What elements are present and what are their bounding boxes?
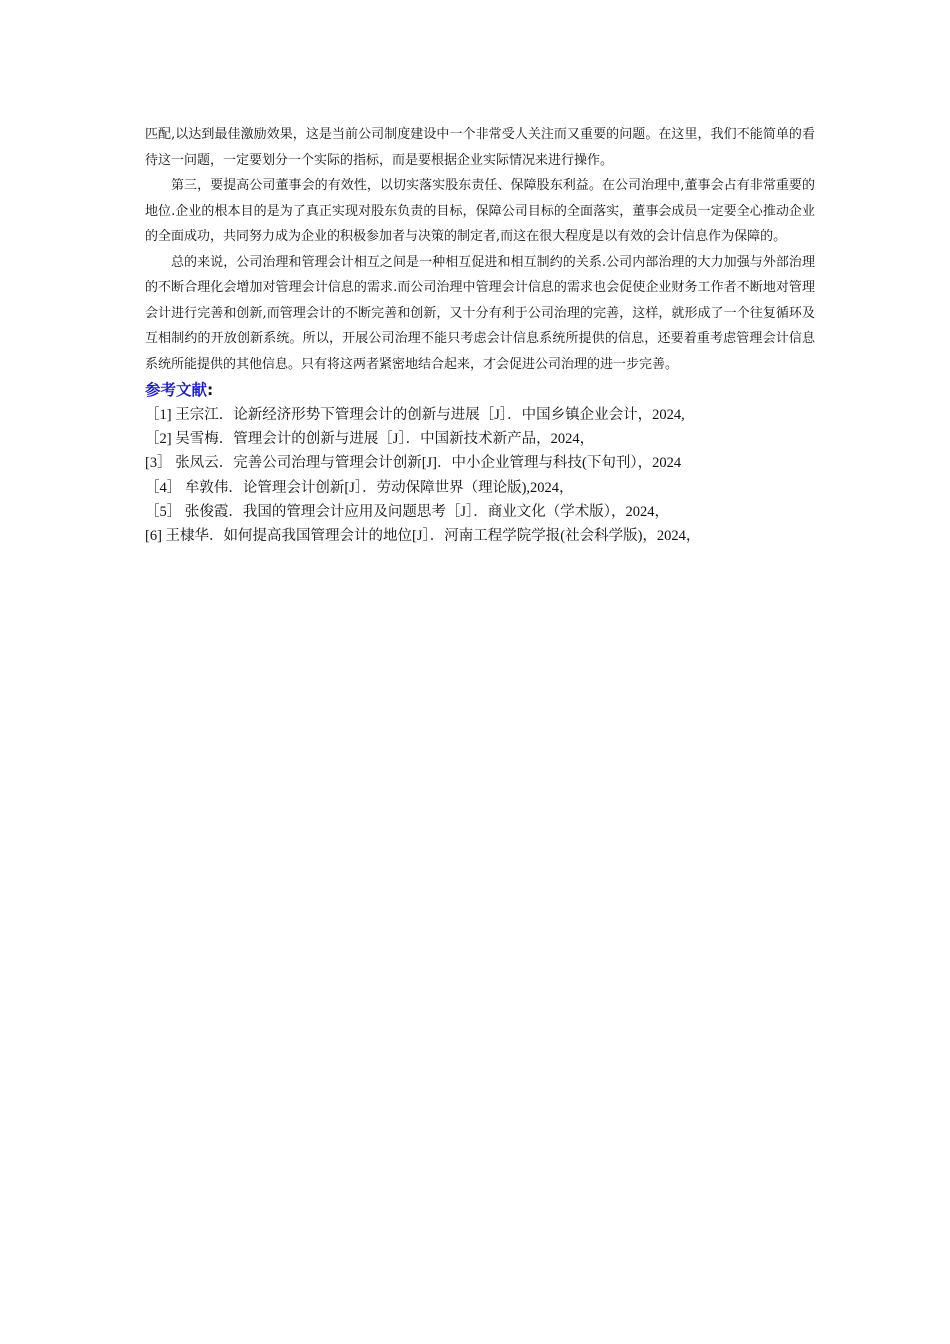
body-paragraph-2: 第三，要提高公司董事会的有效性，以切实落实股东责任、保障股东利益。在公司治理中,董事会占有非常重要的地位.企业的根本目的是为了真正实现对股东负责的目标，保障公司目标的全面落实，董事会成员一定要全心推动企业的全面成功，共同努力成为企业的积极参加者与决策的制定者,而这在很大程度是以有效的会计信息作为保障的。 bbox=[145, 178, 815, 244]
references-heading bbox=[145, 377, 815, 403]
reference-item-4: ［4］ 牟敦伟．论管理会计创新[J］．劳动保障世界（理论版),2024， bbox=[145, 479, 574, 496]
reference-item-1: ［1] 王宗江．论新经济形势下管理会计的创新与进展［J］．中国乡镇企业会计，2024, bbox=[145, 407, 685, 423]
reference-item-2: ［2] 吴雪梅．管理会计的创新与进展［J］．中国新技术新产品，2024， bbox=[145, 431, 595, 448]
reference-list bbox=[145, 403, 815, 548]
body-paragraph-3: 总的来说，公司治理和管理会计相互之间是一种相互促进和相互制约的关系.公司内部治理的大力加强与外部治理的不断合理化会增加对管理会计信息的需求.而公司治理中管理会计信息的需求也会促使企业财务工作者不断地对管理会计进行完善和创新,而管理会计的不断完善和创新，又十分有利于公司治理的完善，这样，就形成了一个往复循环及互相制约的开放创新系统。所以，开展公司治理不能只考虑会计信息系统所提供的信息，还要着重考虑管理会计信息系统所能提供的其他信息。只有将这两者紧密地结合起来，才会促进公司治理的进一步完善。 bbox=[145, 254, 815, 372]
references-heading-text: 参考文献 bbox=[145, 381, 208, 399]
reference-item-3: [3］ 张凤云．完善公司治理与管理会计创新[J]．中小企业管理与科技(下旬刊），2024 bbox=[145, 455, 682, 472]
reference-item-5: ［5］ 张俊霞．我国的管理会计应用及问题思考［J］．商业文化（学术版），2024， bbox=[145, 503, 670, 520]
body-paragraph-1: 匹配,以达到最佳激励效果，这是当前公司制度建设中一个非常受人关注而又重要的问题。在这里，我们不能简单的看待这一问题，一定要划分一个实际的指标，而是要根据企业实际情况来进行操作。 bbox=[145, 127, 815, 168]
document-page bbox=[145, 122, 815, 548]
references-heading-colon: : bbox=[207, 381, 214, 399]
reference-item-6: [6] 王棣华．如何提高我国管理会计的地位[J］．河南工程学院学报(社会科学版)，2024， bbox=[145, 528, 701, 545]
